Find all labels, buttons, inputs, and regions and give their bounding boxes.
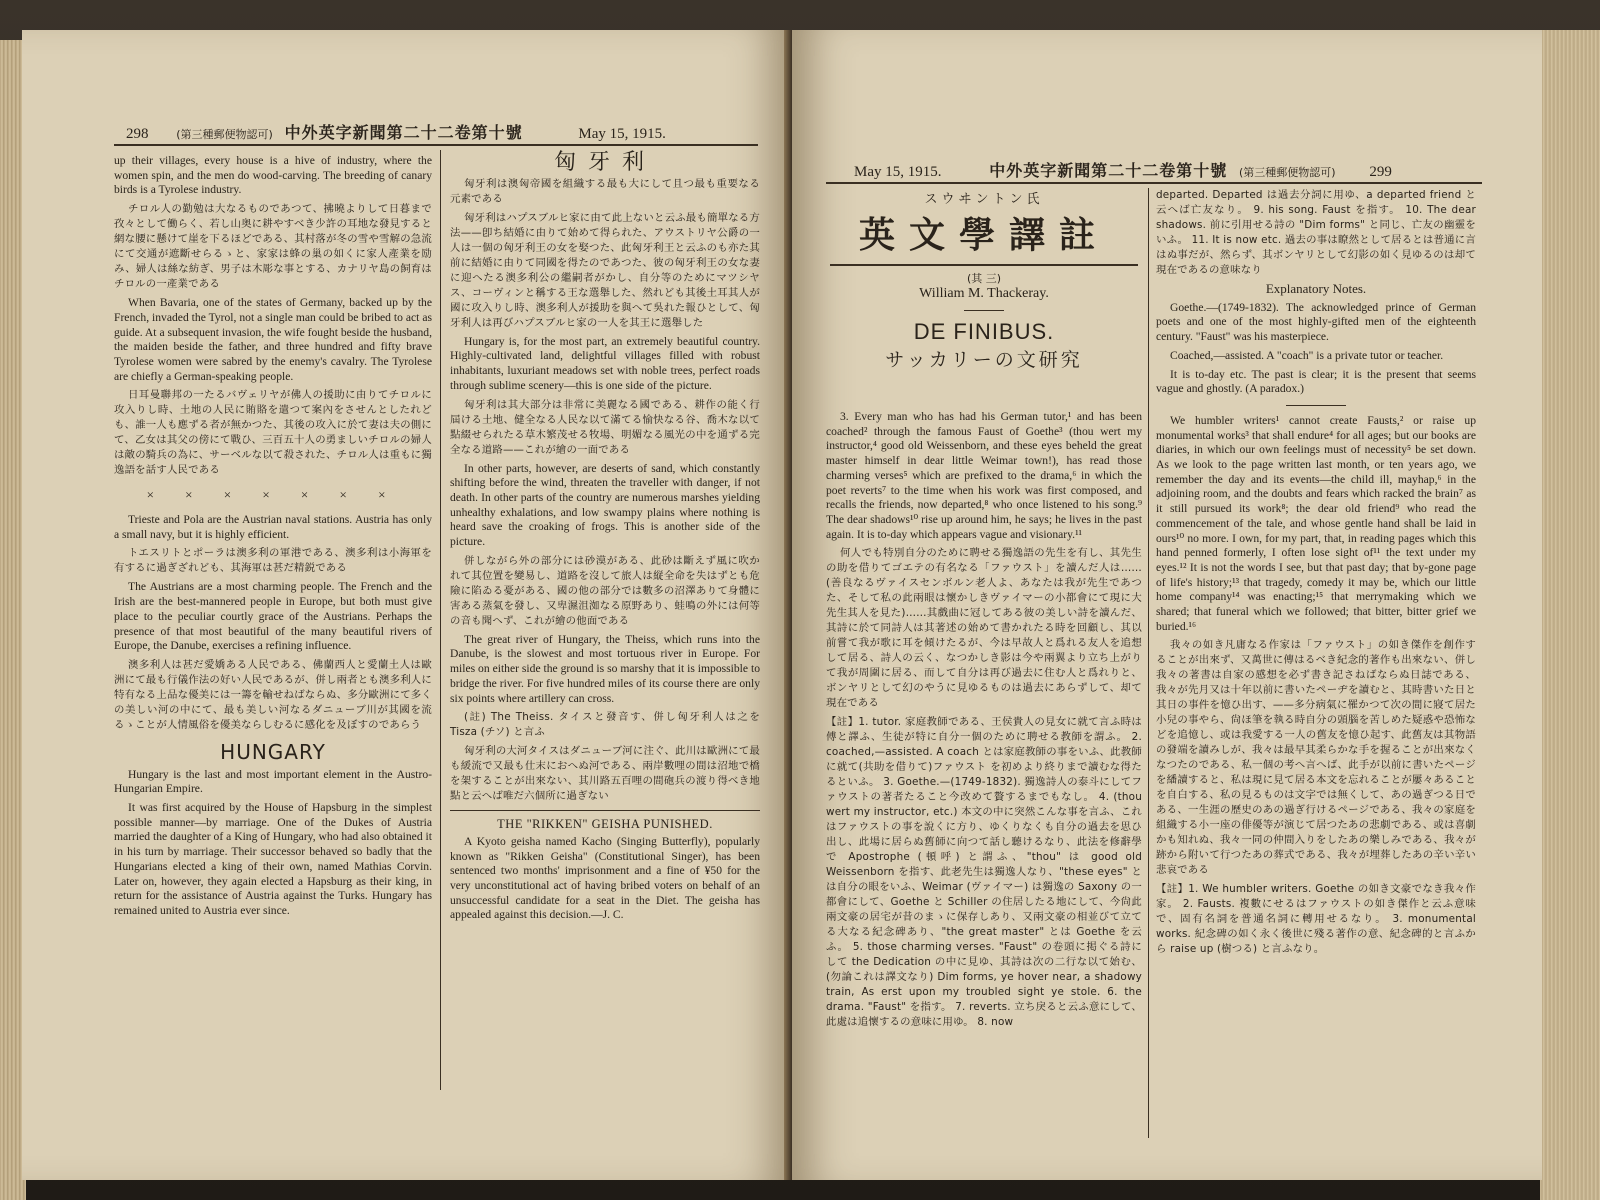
article-title: 英文學譯註	[858, 215, 1109, 256]
explanatory-note: Coached,—assisted. A "coach" is a private tutor or teacher.	[1170, 348, 1444, 362]
postal-permit: (第三種郵便物認可)	[176, 128, 273, 141]
postal-permit: (第三種郵便物認可)	[1239, 166, 1336, 179]
paragraph-jp: 何人でも特別自分のために聘せる獨逸語の先生を有し、其先生の助を借りてゴエテの有名なる「ファウスト」を讀んだ人は……(善良なるヴァイスセンボルン老人よ、あなたは我が先生であつた、そして私の此兩眼は懷かしきヴァイマーの小都會にて現に大先生其人を見た)……其戲曲に冠してある彼の美しい詩を讀んだ、其詩に於て同詩人は其著述の始めて書かれたる時を回顧し、其以前嘗て我が歌に耳を傾けたるが、今は早故人と爲れる友人を追想して居る、詩人の云く、なつかしき影は今や兩翼より立ち上がりて我が周圍に居る、而して自分は再び過去に住む人と爲れりと、ボンヤリとして幻のやうに見ゆるものは過去にあらずして、却て現在である	[826, 547, 1142, 710]
left-running-head	[126, 120, 666, 143]
paragraph-jp: 併しながら外の部分には砂漠がある、此砂は斷えず風に吹かれて其位置を變易し、道路を沒して旅人は縦全命を失はずとも危險に陷ゐる憂がある、國の他の部分では數多の沼澤ありて身體に害ある蒸氣を發し、又卑濕沮洳なる原野あり、蛙鳴の外には何等の音も聞へず、これが繪の他面である	[450, 554, 760, 627]
paragraph: The Austrians are a most charming people. The French and the Irish are the best-mannered people in Europe, but both must give place to the peculiar courtly grace of the Austrians. Perhaps the presence of that most beautiful of the many beautiful rivers of Europe, the Danube, exercises a refining influence.	[114, 580, 432, 653]
page-number: 299	[1369, 164, 1392, 180]
paragraph-jp: 澳多利人は甚だ愛嬌ある人民である、佛蘭西人と愛蘭土人は歐洲にて最も行儀作法の好い人民であるが、併し兩者とも澳多利人に特有なる上品な優美には一籌を輸せねばならぬ、多分歐洲にて多くの美しい河の中にて、最も美しい河なるダニューブ川が其國を流るゝことが人情風俗を優美ならしむるに感化を及ぼすのであらう	[114, 658, 432, 731]
paragraph-jp: チロル人の勤勉は大なるものであつて、拂曉よりして日暮まで孜々として働らく、若し山奥に耕やすべき少許の耳地な發見すると網な腰に懸けて崖を下るほどである、其村落が冬の雪や雪解の急流にて交通が遮斷せらるゝと、家家は蜂の巢の如くに家人產業を励み、婦人は絲な紡ぎ、男子は木彫な事とする、カナリヤ島の飼育はチロルの一產業である	[114, 203, 432, 291]
right-running-head	[854, 158, 1392, 181]
note: (註) The Theiss. タイスと發音す、併し匈牙利人は之を Tisza (チソ) と言ふ	[450, 711, 760, 739]
part-number: (其 三)	[966, 272, 1002, 285]
head-rule	[114, 144, 758, 146]
column-divider	[1148, 188, 1149, 1138]
explanatory-notes-title: Explanatory Notes.	[1265, 281, 1367, 296]
paragraph: It was first acquired by the House of Hapsburg in the simplest possible manner—by marriage. One of the Dukes of Austria married the daughter of a King of Hungary, who had also obtained it in his turn by marriage. Their successor behaved so badly that the Hungarians elected a king of their own, named Mathias Corvin. Later on, however, they again elected a Hapsburg as their king, in return for the assistance of Austria against the Turks. Hungary has remained united to Austria ever since.	[114, 801, 432, 917]
column-divider	[440, 150, 441, 1090]
notes-continued: departed. Departed は過去分詞に用ゆ、a departed friend と云へば亡友なり。 9. his song. Faust を指す。 10. The dear shadows. 前に引用せる詩の "Dim forms" と同じ、亡友の幽靈をいふ。 11. It is now etc. 過去の事は瞭然として居るとは普通に言はぬ事だが、然らず、其ボンヤリとして幻影の如く見ゆるのは却て現在であるの意味なり	[1156, 189, 1476, 276]
journal-title: 中外英字新聞第二十二卷第十號	[284, 123, 523, 142]
explanatory-note: Goethe.—(1749-1832). The acknowledged prince of German poets and one of the most highly-gifted men of the eighteenth century. "Faust" was his masterpiece.	[1156, 300, 1476, 344]
article-title-block	[826, 188, 1142, 372]
page-number: 298	[126, 126, 149, 142]
paragraph: We humbler writers¹ cannot create Fausts,² or raise up monumental works³ that shall endure⁴ for all ages; but our books are diaries, in which our own feelings must of necessity⁵ be set down. As we look to the page written last month, or ten years ago, we remember the day and its events—the child ill, mayhap,⁶ in the adjoining room, and the doubts and fears which racked the brain⁷ as it still pursued its work⁸; the dear old friend⁹ who read the commencement of the tale, and whose gentle hand shall be laid in ours¹⁰ no more. I own, for my part, that, in reading pages which this hand penned formerly, I often lose sight of¹¹ the text under my eyes.¹² It is not the words I see, but that past day; that by-gone page of life's history;¹³ that tragedy, comedy it may be, which our little home company¹⁴ was enacting;¹⁵ that merrymaking which we shared; that funeral which we followed; that bitter, bitter grief we buried.¹⁶	[1156, 413, 1476, 633]
paragraph: up their villages, every house is a hive of industry, where the women spin, and the men do wood-carving. The breeding of canary birds is a Tyrolese industry.	[114, 154, 432, 197]
notes: 【註】1. tutor. 家庭教師である、王侯貴人の見女に就て言ふ時は傅と譯ふ、生徒が特に自分一個のために聘せる教師を謂ふ。 2. coached,—assisted. A coach とは家庭教師の事をいふ、此教師に就て(共助を借りて)ファウスト を初めより終りまで讀むな得たるといふ。 3. Goethe.—(1749-1832). 獨逸詩人の泰斗にしてファウストの著者たること今改めて贅するまでもなし。 4. (thou wert my instructor, etc.) 本文の中に突然こんな事を言ふ、これはファウストの事を說くに方り、ゆくりなくも自分の過去を思ひ出し、此場に居らぬ舊師に向つて話し聽けるなり、此法を修辭學で Apostrophe (頓呼) と謂ふ、"thou" は good old Weissenborn を指す、此老先生は獨逸人なり、"these eyes" とは自分の眼をいふ、Weimar (ヴァイマー) は獨逸の Saxony の一都會にして、Goethe と Schiller の住居したる地にして、今尙此兩文豪の居宅が昔のまゝに保存しあり、又兩文豪の相並びて立てる大なる紀念碑あり、"the great master" とは Goethe を云ふ。 5. those charming verses. "Faust" の卷頭に掲ぐる詩にして the Dedication の中に見ゆ、其詩は次の二行な以て始む、(勿論これは譯文なり) Dim forms, ye hover near, a shadowy train, As erst upon my troubled sight ye stole. 6. the drama. "Faust" を指す。 7. reverts. 立ち戾ると云ふ意にして、此處は追懷するの意味に用ゆ。 8. now	[826, 716, 1142, 1029]
author-name: William M. Thackeray.	[919, 286, 1049, 301]
right-column-1	[826, 410, 1142, 1034]
left-page	[22, 30, 790, 1180]
paragraph-jp: 匈牙利は其大部分は非常に美麗なる國である、耕作の能く行屆ける土地、健全なる人民な以て滿てる愉快なる谷、喬木な以て點綴せられたる草木繁茂せる牧場、明媚なる風光の中を通ずる完全なる道路——これが繪の一面である	[450, 398, 760, 456]
paragraph-jp: トエスリトとポーラは澳多利の軍港である、澳多利は小海軍を有するに過ぎざれども、其海軍は甚だ精鋭である	[114, 547, 432, 575]
right-column-2	[1156, 188, 1476, 961]
paragraph-jp: 匈牙利はハプスブルヒ家に由て此上ないと云ふ最も簡單なる方法——卽ち結婚に由りて始めて得られた、アウストリヤ公爵の一人は一個の匈牙利王の女を娶つた、此匈牙利王と云ふのも亦た其前に結婚に由りて同國を得たのであつた、彼の匈牙利王の女な妻に迎へたる澳多利公の繼嗣者がかし、自分等のためにマツシヤス、コーヴィンと稱する王な選舉した、然れども其後土耳其人が國に攻入りし時、澳多利人が援助を與へて吳れた報ひとして、匈牙利人は再びハプスブルヒ家の一人を其王に選舉した	[450, 211, 760, 329]
explanatory-note: It is to-day etc. The past is clear; it is the present that seems vague and ghostly. (A paradox.)	[1156, 367, 1476, 396]
notes: 【註】1. We humbler writers. Goethe の如き文豪でなき我々作家。 2. Fausts. 複數にせるはファウストの如き傑作と云ふ意味で、固有名詞を普通名詞に轉用せるなり。 3. monumental works. 紀念碑の如く永く後世に殘る著作の意、紀念碑的と言ふから raise up (樹つる) と言ふなり。	[1156, 883, 1476, 956]
short-rule	[1286, 405, 1346, 406]
right-page	[792, 30, 1542, 1180]
essay-subtitle: サッカリーの文研究	[885, 349, 1083, 371]
left-column-2	[450, 150, 760, 927]
paragraph: Hungary is the last and most important element in the Austro-Hungarian Empire.	[114, 767, 432, 796]
journal-title: 中外英字新聞第二十二卷第十號	[989, 161, 1228, 180]
author-ruby: スウヰントン氏	[924, 192, 1044, 207]
title-rule	[830, 264, 1138, 266]
story-text: A Kyoto geisha named Kacho (Singing Butterfly), popularly known as "Rikken Geisha" (Constitutional Singer), has been sentenced two months' imprisonment and a fine of ¥50 for the very unconstitutional act of having bribed voters on behalf of an unsuccessful candidate for a seat in the Diet. The geisha has appealed against this decision.—J. C.	[450, 834, 760, 922]
section-separator: × × × × × × ×	[146, 487, 400, 503]
paragraph-jp: 我々の如き凡庸なる作家は「ファウスト」の如き傑作を創作することが出來ず、又萬世に傳はるべき紀念的著作も出來ない、併し我々の著書は自家の感想を必ず書き記さねばならぬ日誌である、我々が先月又は十年以前に書いたペーヂを讀むと、其時書いた日と其日の事件を憶ひ出す、——多分病氣に罹かつて次の間に寢て居た小兒の事やら、尙ほ筆を執る時自分の頭腦を苦しめた疑惑や恐怖などを追憶し、或は我愛する一人の舊友を憶ひ起す、此舊友は其物語の發端を讀みしが、我々は最早其柔らかな手を握ることが出來なくなつたのである、私一個の考へ言へば、此手が以前に書いたページを繙讀すると、私は現に見て居る本文を忘れることが屢々あることを自白する、私の見るものは文字では無くして、あの過ぎつる日である、一生涯の歷史のあの過ぎ行けるページである、我々の家庭を組織する小一座の俳優等が演じて居つたあの悲劇である、或は喜劇かも知れぬ、我々一同の仲間入りをしたあの樂しみである、我々が跡から附いて行つたあの葬式である、我々が埋葬したあの辛い辛い悲哀である	[1156, 639, 1476, 877]
section-title-hungary: HUNGARY	[220, 739, 326, 764]
story-rule	[450, 810, 760, 811]
section-title-jp: 匈牙利	[553, 150, 656, 175]
story-title: THE "RIKKEN" GEISHA PUNISHED.	[497, 817, 713, 832]
paragraph: The great river of Hungary, the Theiss, which runs into the Danube, is the slowest and most tortuous river in Europe. For miles on either side the ground is so marshy that it is impossible to bridge the river. For five hundred miles of its course there are only six points where artillery can cross.	[450, 632, 760, 705]
essay-title: DE FINIBUS.	[913, 319, 1055, 344]
paragraph: Trieste and Pola are the Austrian naval stations. Austria has only a small navy, but it is highly efficient.	[114, 513, 432, 541]
issue-date: May 15, 1915.	[578, 126, 666, 142]
issue-date: May 15, 1915.	[854, 164, 942, 180]
paragraph-jp: 匈牙利の大河タイスはダニューブ河に注ぐ、此川は歐洲にて最も緩流で又最も仕末におへぬ河である、兩岸數哩の間は沼地で橋を架することが出來ない、其川路五百哩の間砲兵の渡り得べき地點と云へば唯だ六個所に過ぎない	[450, 745, 760, 803]
paragraph: 3. Every man who has had his German tutor,¹ and has been coached² through the famous Faust of Goethe³ (thou wert my instructor,⁴ good old Weissenborn, and these eyes beheld the great master himself in dear little Weimar town!), has read those charming verses⁵ which are prefixed to the drama,⁶ in which the poet reverts⁷ to the time when his work was first composed, and recalls the friends, now departed,⁸ who once listened to his song.⁹ The dear shadows¹⁰ rise up around him, he says; he lives in the past again. It is to-day which appears vague and visionary.¹¹	[826, 410, 1142, 541]
paragraph: When Bavaria, one of the states of Germany, backed up by the French, invaded the Tyrol, not a single man could be bribed to act as guide. At a subsequent invasion, the wife fought beside the husband, the maiden beside the father, and three hundred and fifty brave Tyrolese women were sabred by the enemy's cavalry. The Tyrolese are chiefly a German-speaking people.	[114, 296, 432, 383]
paragraph-jp: 匈牙利は澳匈帝國を組織する最も大にして且つ最も重要なる元素である	[450, 177, 760, 205]
left-column-1	[114, 154, 432, 923]
book-edge-right	[1540, 30, 1600, 1200]
paragraph: Hungary is, for the most part, an extremely beautiful country. Highly-cultivated land, delightful villages filled with robust inhabitants, luxuriant meadows set with noble trees, perfect roads through sublime scenery—this is one side of the picture.	[450, 334, 760, 392]
short-rule	[964, 310, 1004, 311]
paragraph: In other parts, however, are deserts of sand, which constantly shifting before the wind, threaten the traveller with danger, if not death. In other parts of the country are numerous marshes yielding unhealthy exhalations, and low swampy plains where nothing is heard save the croaking of frogs. This is another side of the picture.	[450, 461, 760, 549]
paragraph-jp: 日耳曼聯邦の一たるバヴェリヤが佛人の援助に由りてチロルに攻入りし時、土地の人民に賄賂を遣つて案內をさせんとしたれども、誰一人も應ずる者が無かつた、其後の攻入に於て妻は夫の側にて、乙女は其父の傍にて戰ひ、三百五十人の勇ましいチロルの婦人は敵の騎兵の為に、サーベルな以て殺された、チロル人は重もに獨逸語を話す人民である	[114, 389, 432, 477]
head-rule	[826, 182, 1482, 184]
